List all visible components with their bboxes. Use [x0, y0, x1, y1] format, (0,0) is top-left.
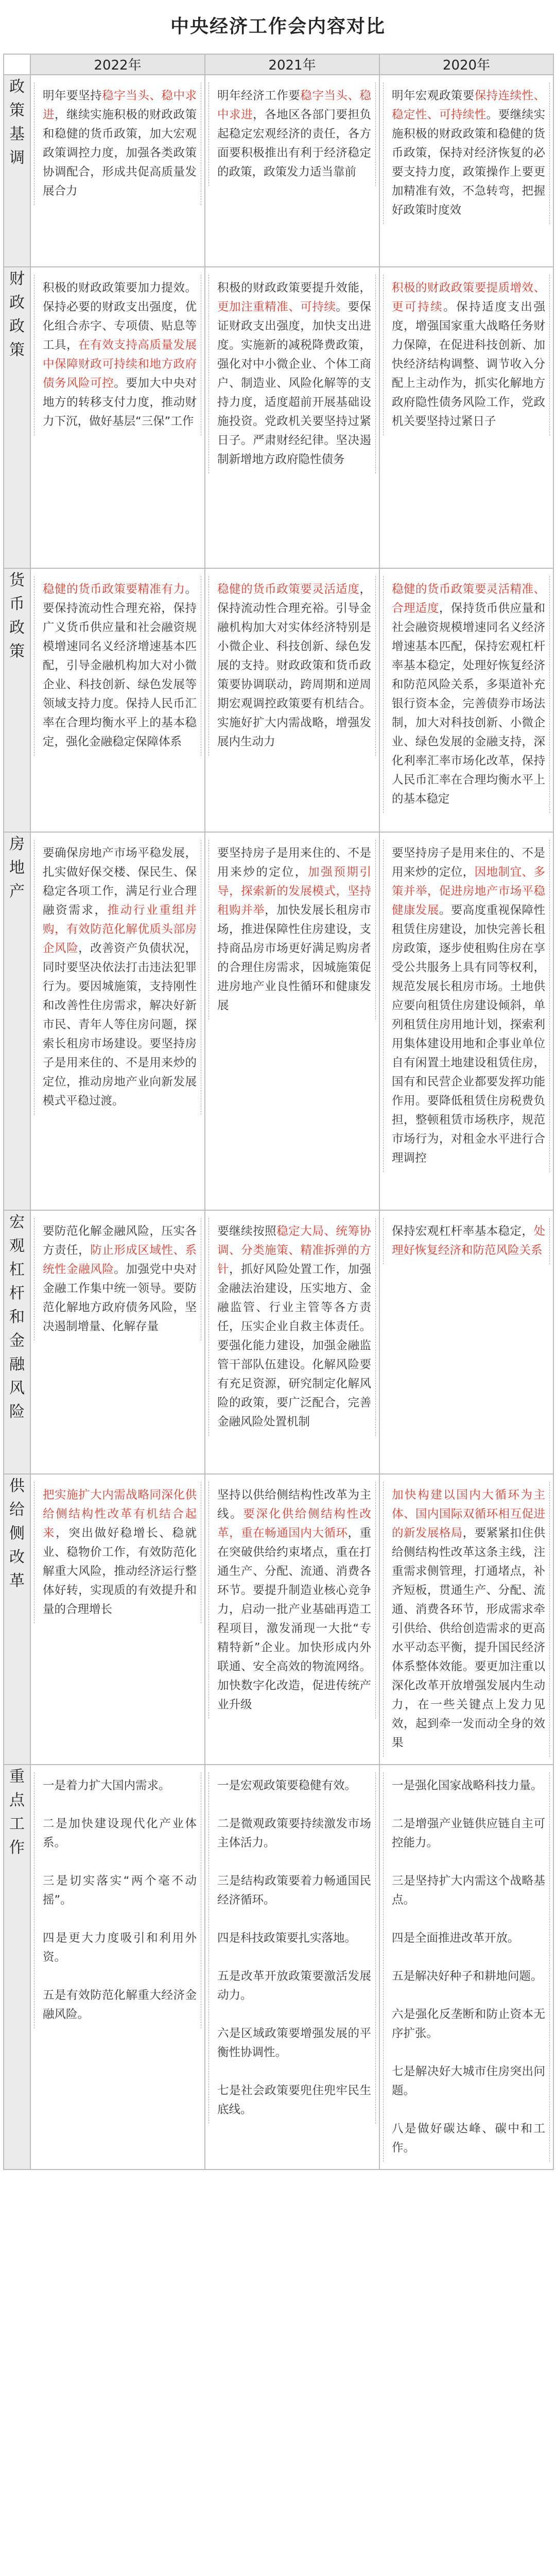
cell-text	[208, 1218, 376, 1436]
body-text: ，保持流动性合理充裕。引导金融机构加大对实体经济特别是小微企业、科技创新、绿色发展的支持。财政政策和货币政策要协调联动，跨周期和逆周期宏观调控政策要有机结合。实施好扩大内需战略，增强发展内生动力	[217, 583, 371, 749]
body-text: 。要高度重视保障性租赁住房建设，加快完善长租房政策，逐步使租购住房在享受公共服务上具有同等权利，规范发展长租房市场。土地供应要向租赁住房建设倾斜，单列租赁住房用地计划，探索利用集体建设用地和企事业单位自有闲置土地建设租赁住房，国有和民营企业都要发挥功能作用。要降低租赁住房税费负担，整顿租赁市场秩序，规范市场行为，对租金水平进行合理调控	[392, 904, 545, 1165]
highlighted-text: 推动行业重组并购，有效防范化解优质头部房企风险	[43, 904, 197, 955]
cell-text	[34, 576, 201, 756]
cell-text	[208, 275, 376, 473]
cell-2020	[379, 1765, 553, 2170]
highlighted-text: 保持连续性、稳定性、可持续性	[392, 89, 545, 122]
body-text: 一是强化国家战略科技力量。 二是增强产业链供应链自主可控能力。 三是坚持扩大内需这个战略基点。 四是全面推进改革开放。 五是解决好种子和耕地问题。 六是强化反垄断和防止资本无序扩张。 七是解决好大城市住房突出问题。 八是做好碳达峰、碳中和工作。	[392, 1779, 545, 2155]
row-category-label: 供给侧改革	[9, 1477, 25, 1590]
cell-2021	[205, 267, 379, 568]
cell-2021	[205, 1765, 379, 2170]
body-text: 要确保房地产市场平稳发展，扎实做好保交楼、保民生、保稳定各项工作，满足行业合理融资需求，	[43, 846, 197, 917]
body-text: 积极的财政政策要加力提效。保持必要的财政支出强度，优化组合赤字、专项债、贴息等工具，	[43, 281, 197, 352]
highlighted-text: 在有效支持高质量发展中保障财政可持续和地方政府债务风险可控	[43, 338, 197, 390]
highlighted-text: 稳健的货币政策要灵活适度	[217, 583, 360, 596]
row-category-label: 重点工作	[9, 1768, 25, 1857]
highlighted-text: 把实施扩大内需战略同深化供给侧结构性改革有机结合起来	[43, 1488, 197, 1540]
body-text: 要继续按照	[217, 1225, 277, 1238]
body-text: ，加快发展长租房市场，推进保障性住房建设，支持商品房市场更好满足购房者的合理住房需求，因城施策促进房地产业良性循环和健康发展	[217, 904, 371, 1012]
column-header-2022: 2022年	[30, 54, 205, 75]
cell-text	[34, 1218, 201, 1341]
highlighted-text: 防止形成区域性、系统性金融风险	[43, 1244, 197, 1276]
row-category-cell	[4, 1765, 30, 2170]
highlighted-text: 加快构建以国内大循环为主体、国内国际双循环相互促进的新发展格局	[392, 1488, 545, 1540]
cell-2020	[379, 75, 553, 267]
cell-2022	[30, 1765, 205, 2170]
cell-2021	[205, 832, 379, 1210]
cell-text	[383, 1218, 550, 1264]
table-row	[4, 1765, 553, 2170]
column-header-2021: 2021年	[205, 54, 379, 75]
cell-text	[34, 82, 201, 205]
cell-text	[383, 82, 550, 224]
body-text: ，要紧紧扣住供给侧结构性改革这条主线，注重需求侧管理，打通堵点，补齐短板，贯通生产、分配、流通、消费各环节，形成需求牵引供给、供给创造需求的更高水平动态平衡，提升国民经济体系整体效能。要更加注重以深化改革开放增强发展内生动力，在一些关键点上发力见效，起到牵一发而动全身的效果	[392, 1527, 545, 1750]
cell-text	[208, 576, 376, 756]
cell-2020	[379, 832, 553, 1210]
highlighted-text: 更加注重精准、可持续	[217, 300, 336, 314]
header-corner	[4, 54, 30, 75]
body-text: 一是宏观政策要稳健有效。 二是微观政策要持续激发市场主体活力。 三是结构政策要着力畅通国民经济循环。 四是科技政策要扎实落地。 五是改革开放政策要激活发展动力。 六是区域政策要增强发展的平衡性协调性。 七是社会政策要兜住兜牢民生底线。	[217, 1779, 371, 2116]
cell-text	[208, 82, 376, 186]
body-text: ，各地区各部门要担负起稳定宏观经济的责任，各方面要积极推出有利于经济稳定的政策，政策发力适当靠前	[217, 108, 371, 179]
body-text: 。要保证财政支出强度，加快支出进度。实施新的减税降费政策，强化对中小微企业、个体工商户、制造业、风险化解等的支持力度，适度超前开展基础设施投资。党政机关要坚持过紧日子。严肃财经纪律。坚决遏制新增地方政府隐性债务	[217, 300, 371, 466]
cell-2022	[30, 267, 205, 568]
body-text: 明年要坚持	[43, 89, 102, 103]
cell-2022	[30, 75, 205, 267]
row-category-cell	[4, 1474, 30, 1765]
cell-text	[383, 275, 550, 435]
highlighted-text: 稳健的货币政策要精准有力	[43, 583, 185, 596]
cell-2020	[379, 267, 553, 568]
cell-text	[208, 840, 376, 1020]
highlighted-text: 要深化供给侧结构性改革，重在畅通国内大循环	[217, 1507, 371, 1540]
row-category-label: 宏观杠杆和金融风险	[9, 1213, 25, 1421]
row-category-cell	[4, 267, 30, 568]
cell-text	[34, 840, 201, 1115]
cell-2021	[205, 1474, 379, 1765]
body-text: 保持宏观杠杆率基本稳定，	[392, 1225, 534, 1238]
cell-2022	[30, 832, 205, 1210]
body-text: 要坚持房子是用来住的、不是用来炒的定位，	[217, 846, 371, 879]
cell-2022	[30, 1474, 205, 1765]
cell-2020	[379, 568, 553, 832]
highlighted-text: 加强预期引导，探索新的发展模式，坚持租购并举	[217, 866, 371, 917]
cell-text	[34, 1772, 201, 2028]
table-body	[4, 75, 553, 2170]
body-text: 。要继续实施积极的财政政策和稳健的货币政策，保持对经济恢复的必要支持力度，政策操作上要更加精准有效，不急转弯，把握好政策时度效	[392, 108, 545, 217]
row-category-cell	[4, 1210, 30, 1474]
body-text: 。加强党中央对金融工作集中统一领导。要防范化解地方政府债务风险，坚决遏制增量、化解存量	[43, 1263, 197, 1333]
table-row	[4, 1474, 553, 1765]
body-text: 一是着力扩大国内需求。 二是加快建设现代化产业体系。 三是切实落实“两个毫不动摇”。 四是更大力度吸引和利用外资。 五是有效防范化解重大经济金融风险。	[43, 1779, 197, 2021]
table-row	[4, 568, 553, 832]
cell-text	[383, 576, 550, 813]
body-text: ，突出做好稳增长、稳就业、稳物价工作，有效防范化解重大风险，推动经济运行整体好转，实现质的有效提升和量的合理增长	[43, 1527, 197, 1616]
highlighted-text: 积极的财政政策要提质增效、更可持续	[392, 281, 545, 314]
row-category-label: 货币政策	[9, 571, 25, 660]
column-header-2020: 2020年	[379, 54, 553, 75]
table-header-row	[4, 54, 553, 75]
body-text: 明年经济工作要	[217, 89, 301, 103]
body-text: 坚持以供给侧结构性改革为主线。	[217, 1488, 371, 1521]
row-category-label: 财政政策	[9, 270, 25, 359]
page-title: 中央经济工作会内容对比	[170, 16, 386, 37]
body-text: 。保持适度支出强度，增强国家重大战略任务财力保障，在促进科技创新、加快经济结构调整、调节收入分配上主动作为，抓实化解地方政府隐性债务风险工作，党政机关要坚持过紧日子	[392, 300, 545, 428]
body-text: ，抓好风险处置工作，加强金融法治建设，压实地方、金融监管、行业主管等各方责任，压实企业自救主体责任。要强化能力建设，加强金融监管干部队伍建设。化解风险要有充足资源，研究制定化解风险的政策，要广泛配合，完善金融风险处置机制	[217, 1263, 371, 1429]
cell-text	[208, 1772, 376, 2124]
cell-text	[34, 1482, 201, 1623]
highlighted-text: 稳字当头、稳中求进	[217, 89, 371, 122]
cell-2022	[30, 568, 205, 832]
row-category-label: 政策基调	[9, 78, 25, 167]
cell-text	[208, 1482, 376, 1719]
body-text: ，保持货币供应量和社会融资规模增速同名义经济增速基本匹配，保持宏观杠杆率基本稳定，处理好恢复经济和防范风险关系，多渠道补充银行资本金，完善债券市场法制，加大对科技创新、小微企业、绿色发展的金融支持，深化利率汇率市场化改革，保持人民币汇率在合理均衡水平上的基本稳定	[392, 602, 545, 806]
cell-2021	[205, 568, 379, 832]
table-row	[4, 267, 553, 568]
row-category-cell	[4, 832, 30, 1210]
row-category-label: 房地产	[9, 835, 25, 901]
body-text: 明年宏观政策要	[392, 89, 475, 103]
table-row	[4, 75, 553, 267]
highlighted-text: 处理好恢复经济和防范风险关系	[392, 1225, 545, 1257]
highlighted-text: 稳字当头、稳中求进	[43, 89, 197, 122]
cell-2022	[30, 1210, 205, 1474]
cell-text	[34, 275, 201, 435]
body-text: ，继续实施积极的财政政策和稳健的货币政策，加大宏观政策调控力度，加强各类政策协调配合，形成共促高质量发展合力	[43, 108, 197, 198]
body-text: 积极的财政政策要提升效能，	[217, 281, 371, 295]
cell-2020	[379, 1210, 553, 1474]
cell-2020	[379, 1474, 553, 1765]
cell-2021	[205, 75, 379, 267]
highlighted-text: 稳健的货币政策要灵活精准、合理适度	[392, 583, 545, 615]
cell-text	[383, 1482, 550, 1757]
body-text: 要防范化解金融风险，压实各方责任，	[43, 1225, 197, 1257]
body-text: 要坚持房子是用来住的、不是用来炒的定位，	[392, 846, 545, 879]
highlighted-text: 因地制宜、多策并举，促进房地产市场平稳健康发展	[392, 866, 545, 917]
cell-text	[383, 840, 550, 1172]
highlighted-text: 稳定大局、统筹协调、分类施策、精准拆弹的方针	[217, 1225, 371, 1276]
row-category-cell	[4, 75, 30, 267]
body-text: ，重在突破供给约束堵点，重在打通生产、分配、流通、消费各环节。要提升制造业核心竞争力，启动一批产业基础再造工程项目，激发涌现一大批“专精特新”企业。加快形成内外联通、安全高效的物流网络。加快数字化改造，促进传统产业升级	[217, 1527, 371, 1711]
cell-2021	[205, 1210, 379, 1474]
cell-text	[383, 1772, 550, 2162]
comparison-table	[3, 54, 554, 2170]
body-text: 。要保持流动性合理充裕，保持广义货币供应量和社会融资规模增速同名义经济增速基本匹配，引导金融机构加大对小微企业、科技创新、绿色发展等领域支持力度。保持人民币汇率在合理均衡水平上的基本稳定，强化金融稳定保障体系	[43, 583, 197, 749]
table-row	[4, 1210, 553, 1474]
body-text: 。要加大中央对地方的转移支付力度，推动财力下沉，做好基层“三保”工作	[43, 377, 197, 428]
table-row	[4, 832, 553, 1210]
row-category-cell	[4, 568, 30, 832]
body-text: ，改善资产负债状况，同时要坚决依法打击违法犯罪行为。要因城施策，支持刚性和改善性住房需求，解决好新市民、青年人等住房问题，探索长租房市场建设。要坚持房子是用来住的、不是用来炒的定位，推动房地产业向新发展模式平稳过渡。	[43, 942, 197, 1108]
